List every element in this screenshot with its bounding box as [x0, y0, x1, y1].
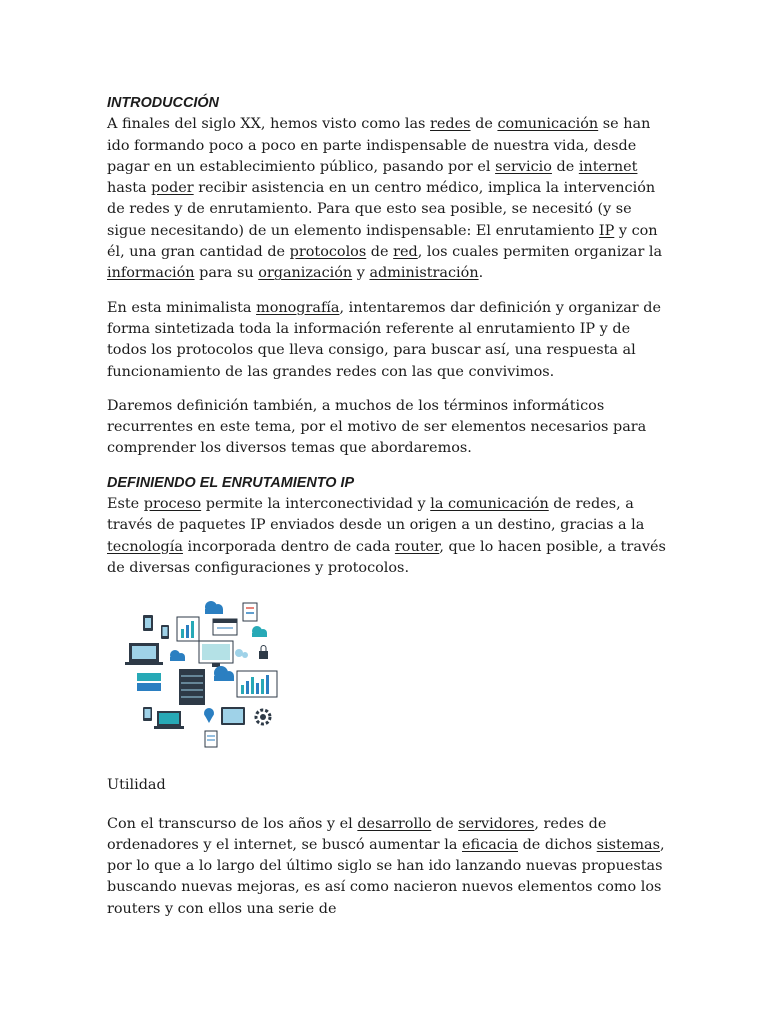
link-ip[interactable]: IP — [598, 222, 615, 239]
link-administracion[interactable]: administración — [369, 265, 479, 282]
link-servicio[interactable]: servicio — [495, 158, 552, 175]
network-illustration-svg — [117, 595, 287, 755]
document-icon — [243, 603, 257, 621]
text-run: recibir asistencia en un centro médico, implica la intervención de redes y de enrutamiento. Para que esto sea posible, se necesitó (y se sigue necesitando) de un elemento indispensable: El enrutamiento — [107, 180, 656, 239]
link-informacion[interactable]: información — [107, 265, 195, 282]
cloud-icon — [170, 650, 185, 661]
link-organizacion[interactable]: organización — [258, 265, 353, 282]
link-protocolos[interactable]: protocolos — [289, 244, 367, 261]
definiendo-heading: DEFINIENDO EL ENRUTAMIENTO IP — [107, 474, 355, 491]
link-la-comunicacion[interactable]: la comunicación — [430, 496, 549, 513]
text-run: , por lo que a lo largo del último siglo se han ido lanzando nuevas propuestas buscando nuevas mejoras, es así como nacieron nuevos elementos como los routers y con ellos una serie de — [107, 836, 665, 917]
link-monografia[interactable]: monografía — [256, 299, 340, 316]
definitions-paragraph: Daremos definición también, a muchos de los términos informáticos recurrentes en este tema, por el motivo de ser elementos necesarios para comprender los diversos temas que abordaremos. — [107, 397, 647, 457]
text-run: y con él, una gran cantidad de — [107, 222, 658, 261]
text-run: Con el transcurso de los años y el — [107, 815, 358, 832]
text-run: incorporada dentro de cada — [182, 538, 395, 555]
cloud-icon — [252, 626, 267, 637]
server-rack-icon — [179, 669, 205, 705]
text-run: de — [470, 116, 498, 133]
intro-paragraph — [107, 93, 668, 285]
tablet-icon — [221, 707, 245, 725]
monografia-paragraph — [107, 298, 668, 383]
text-run: En esta minimalista — [107, 299, 257, 316]
text-run: Este — [107, 496, 144, 513]
link-eficacia[interactable]: eficacia — [462, 836, 519, 853]
link-router[interactable]: router — [394, 538, 440, 555]
lock-icon — [259, 646, 268, 660]
link-comunicacion[interactable]: comunicación — [497, 116, 599, 133]
cloud-icon — [235, 649, 248, 658]
text-run: de — [551, 158, 579, 175]
phone-icon — [161, 625, 169, 639]
text-run: , intentaremos dar definición y organizar de forma sintetizada toda la información referente al enrutamiento IP y de todos los protocolos que lleva consigo, para buscar así, una respuesta al funcionamiento de las grandes redes con las que convivimos. — [107, 299, 661, 380]
text-run: , que lo hacen posible, a través de diversas configuraciones y protocolos. — [107, 538, 666, 576]
text-run: de redes, a través de paquetes IP enviados desde un origen a un destino, gracias a la — [107, 496, 645, 534]
link-poder[interactable]: poder — [151, 180, 194, 197]
text-run: de — [366, 244, 394, 261]
text-run: y — [352, 265, 370, 282]
definiendo-paragraph — [107, 473, 668, 579]
tablet-icon — [143, 615, 153, 631]
bar-chart-icon — [177, 617, 199, 641]
server-icon — [137, 673, 161, 691]
laptop-icon — [125, 643, 163, 665]
intro-heading: INTRODUCCIÓN — [107, 95, 219, 111]
link-servidores[interactable]: servidores — [458, 815, 535, 832]
link-tecnologia[interactable]: tecnología — [107, 538, 183, 555]
document-icon — [205, 731, 217, 747]
dashboard-chart-icon — [237, 671, 277, 697]
text-run: , los cuales permiten organizar la — [417, 244, 663, 261]
utilidad-paragraph — [107, 814, 668, 920]
text-run: . — [478, 265, 484, 282]
cloud-icon — [205, 601, 223, 614]
text-run: se han ido formando poco a poco en parte indispensable de nuestra vida, desde pagar en un establecimiento público, pasando por el — [107, 116, 651, 175]
phone-icon — [143, 707, 152, 721]
link-redes[interactable]: redes — [430, 116, 471, 133]
gear-icon — [256, 710, 270, 724]
link-desarrollo[interactable]: desarrollo — [357, 815, 432, 832]
text-run: de — [431, 815, 459, 832]
network-devices-illustration-icon — [117, 595, 287, 755]
utilidad-caption: Utilidad — [107, 777, 166, 794]
link-internet[interactable]: internet — [578, 158, 638, 175]
text-run: permite la interconectividad y — [201, 496, 431, 513]
text-run: , redes de ordenadores y el internet, se buscó aumentar la — [107, 815, 607, 853]
text-run: para su — [194, 265, 259, 282]
browser-window-icon — [213, 619, 237, 635]
text-run: A finales del siglo XX, hemos visto como las — [107, 116, 431, 133]
text-run: de dichos — [518, 836, 597, 853]
monitor-icon — [199, 641, 233, 667]
link-sistemas[interactable]: sistemas — [596, 836, 660, 853]
laptop-icon — [154, 711, 184, 729]
cloud-icon — [214, 666, 234, 681]
text-run: hasta — [107, 180, 152, 197]
link-red[interactable]: red — [393, 244, 418, 261]
location-pin-icon — [204, 708, 214, 723]
link-proceso[interactable]: proceso — [143, 496, 202, 513]
